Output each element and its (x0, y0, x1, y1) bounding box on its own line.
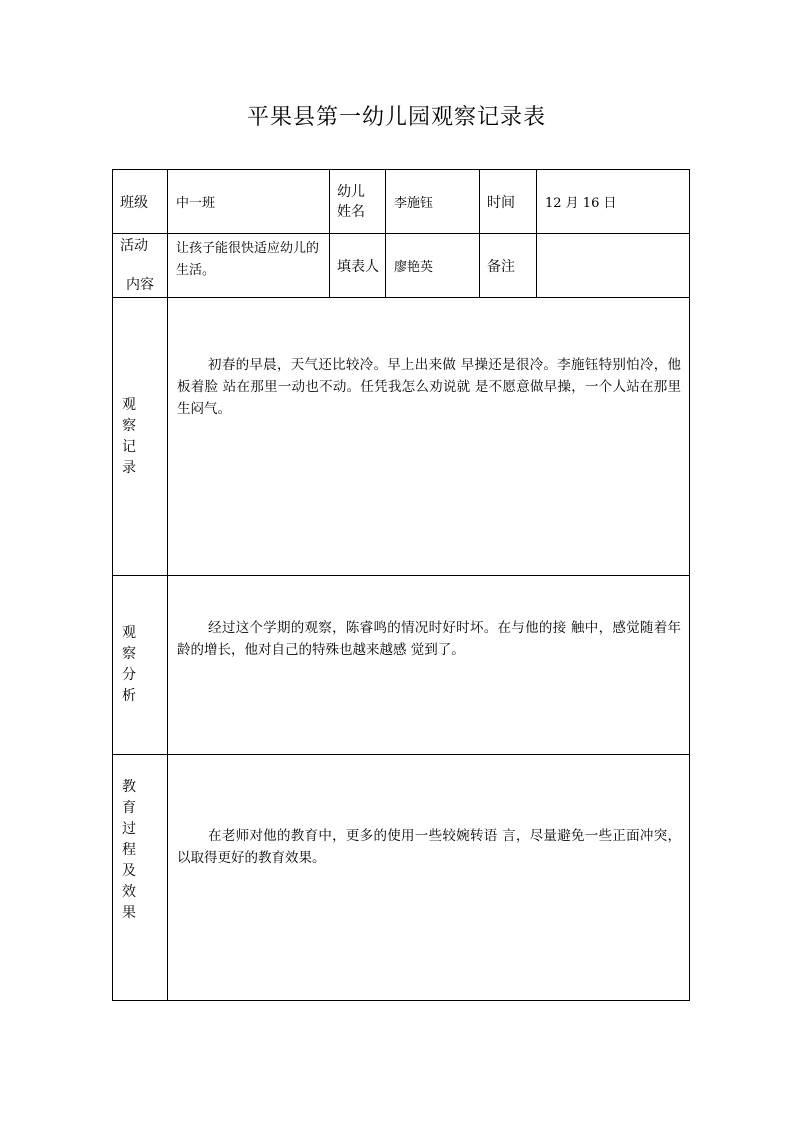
child-name-label-line1: 幼儿 (337, 183, 365, 200)
observation-record-table (112, 169, 690, 1001)
observation-label-char: 录 (122, 459, 136, 476)
filler-label: 填表人 (330, 234, 386, 298)
observation-record-content (168, 298, 690, 576)
education-label-char: 及 (122, 863, 136, 879)
analysis-label-char: 分 (122, 667, 136, 683)
education-process-label (113, 755, 168, 1001)
class-value: 中一班 (168, 170, 330, 234)
activity-label (113, 234, 168, 298)
analysis-label-char: 析 (122, 688, 136, 704)
filler-value: 廖艳英 (386, 234, 480, 298)
remark-label: 备注 (480, 234, 537, 298)
education-label-char: 育 (122, 800, 136, 816)
observation-record-label (113, 298, 168, 576)
education-process-content (168, 755, 690, 1001)
observation-label-char: 记 (122, 438, 136, 455)
analysis-label-char: 观 (122, 625, 136, 641)
child-name-label-line2: 姓名 (337, 203, 365, 220)
table-row-observation-record (113, 298, 690, 576)
observation-label-char: 观 (122, 396, 136, 413)
education-label-char: 果 (122, 905, 136, 921)
education-label-char: 过 (122, 821, 136, 837)
table-row-education-process (113, 755, 690, 1001)
child-name-label (330, 170, 386, 234)
time-label: 时间 (480, 170, 537, 234)
education-label-char: 教 (122, 779, 136, 795)
table-row-activity (113, 234, 690, 298)
observation-label-char: 察 (122, 417, 136, 434)
observation-analysis-text: 经过这个学期的观察，陈睿鸣的情况时好时坏。在与他的接 触中，感觉随着年龄的增长，他对自己的特殊也越来越感 觉到了。 (177, 620, 681, 658)
activity-label-line1: 活动 (120, 238, 148, 254)
table-row-basic-info (113, 170, 690, 234)
education-process-text: 在老师对他的教育中，更多的使用一些较婉转语 言，尽量避免一些正面冲突，以取得更好的教育效果。 (177, 828, 681, 866)
child-name-value: 李施钰 (386, 170, 480, 234)
observation-record-text: 初春的早晨，天气还比较冷。早上出来做 早操还是很冷。李施钰特别怕冷，他板着脸 站在那里一动也不动。任凭我怎么劝说就 是不愿意做早操，一个人站在那里生闷气。 (177, 357, 681, 417)
class-label: 班级 (113, 170, 168, 234)
activity-label-line2: 内容 (126, 277, 154, 293)
education-label-char: 程 (122, 842, 136, 858)
page-title: 平果县第一幼儿园观察记录表 (246, 105, 546, 130)
time-value: 12 月 16 日 (537, 170, 690, 234)
table-row-observation-analysis (113, 576, 690, 755)
observation-analysis-label (113, 576, 168, 755)
education-label-char: 效 (122, 884, 136, 900)
activity-value: 让孩子能很快适应幼儿的生活。 (168, 234, 330, 298)
remark-value (537, 234, 690, 298)
observation-analysis-content (168, 576, 690, 755)
analysis-label-char: 察 (122, 646, 136, 662)
